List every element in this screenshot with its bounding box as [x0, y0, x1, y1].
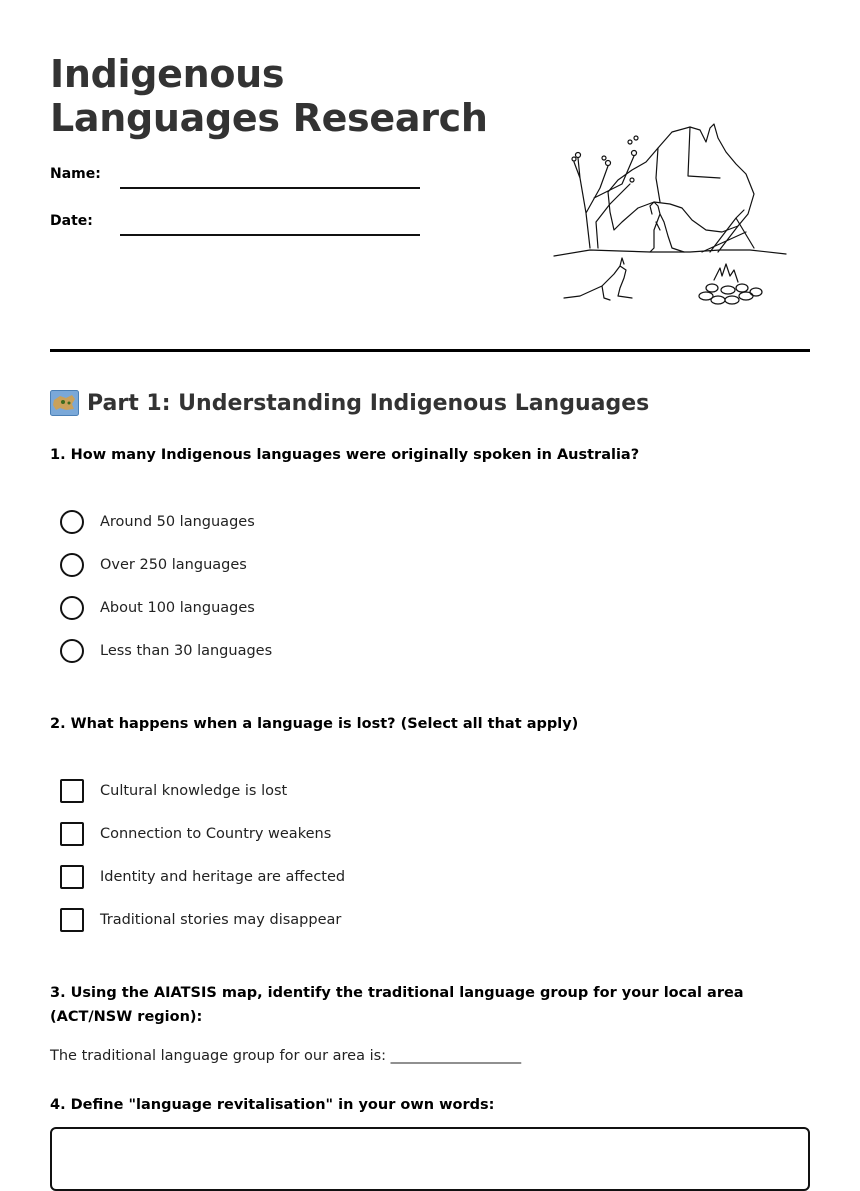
map-icon — [50, 390, 79, 416]
option-label: Cultural knowledge is lost — [100, 783, 288, 799]
option-label: About 100 languages — [100, 600, 255, 616]
section-title: Part 1: Understanding Indigenous Languages — [87, 390, 650, 416]
q1-option-1[interactable] — [60, 510, 255, 534]
australia-illustration — [550, 118, 790, 313]
q1-option-2[interactable] — [60, 553, 247, 577]
section-divider — [50, 349, 810, 352]
radio-button[interactable] — [60, 639, 84, 663]
tree — [574, 156, 634, 248]
q1-option-4[interactable] — [60, 639, 272, 663]
radio-button[interactable] — [60, 596, 84, 620]
q2-option-3[interactable] — [60, 865, 345, 889]
option-label: Around 50 languages — [100, 514, 255, 530]
checkbox[interactable] — [60, 908, 84, 932]
checkbox[interactable] — [60, 865, 84, 889]
question-1: 1. How many Indigenous languages were originally spoken in Australia? — [50, 447, 640, 463]
q2-option-4[interactable] — [60, 908, 341, 932]
q3-fill-in-blank[interactable]: The traditional language group for our area is: __________________ — [50, 1048, 522, 1064]
question-3: 3. Using the AIATSIS map, identify the traditional language group for your local area (ACT/NSW region): — [50, 985, 744, 1025]
q2-option-2[interactable] — [60, 822, 331, 846]
checkbox[interactable] — [60, 822, 84, 846]
q2-option-1[interactable] — [60, 779, 287, 803]
q1-option-3[interactable] — [60, 596, 255, 620]
option-label: Less than 30 languages — [100, 643, 273, 659]
checkbox[interactable] — [60, 779, 84, 803]
radio-button[interactable] — [60, 553, 84, 577]
standing-kangaroo — [650, 202, 684, 252]
date-label: Date: — [50, 213, 93, 229]
kangaroo — [564, 258, 632, 300]
name-label: Name: — [50, 166, 101, 182]
section-heading — [50, 390, 649, 416]
page-title: Indigenous Languages Research — [50, 52, 488, 140]
option-label: Traditional stories may disappear — [100, 912, 342, 928]
campfire — [714, 264, 738, 282]
question-4: 4. Define "language revitalisation" in your own words: — [50, 1097, 495, 1113]
option-label: Identity and heritage are affected — [100, 869, 346, 885]
name-input-line[interactable] — [120, 187, 420, 189]
option-label: Over 250 languages — [100, 557, 247, 573]
option-label: Connection to Country weakens — [100, 826, 332, 842]
ground-line — [554, 250, 786, 256]
q4-answer-box[interactable] — [50, 1127, 810, 1191]
date-input-line[interactable] — [120, 234, 420, 236]
radio-button[interactable] — [60, 510, 84, 534]
question-2: 2. What happens when a language is lost? (Select all that apply) — [50, 716, 579, 732]
